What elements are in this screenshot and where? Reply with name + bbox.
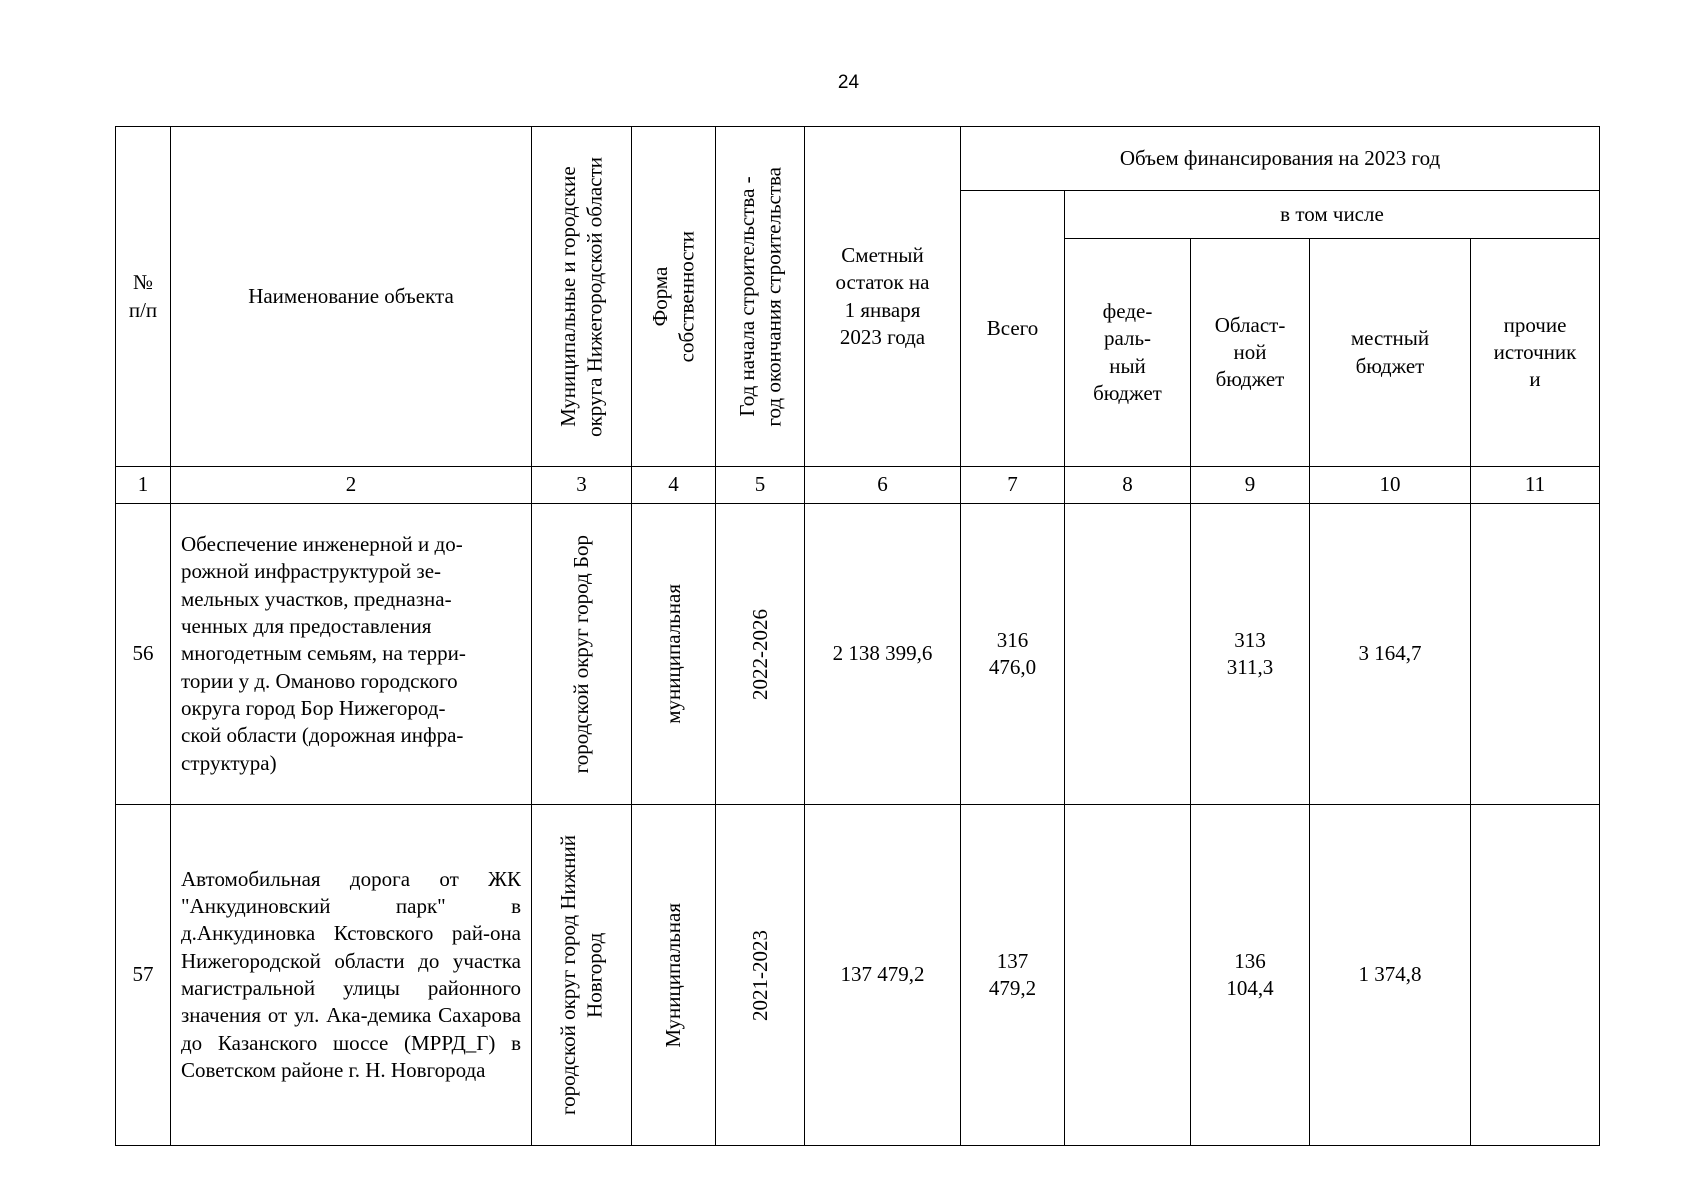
financing-table [115, 126, 1600, 1146]
row-municipal: городской округ город Нижний Новгород [556, 835, 607, 1115]
header-local-cell [1310, 239, 1471, 467]
row-municipal-cell [532, 504, 632, 805]
header-years-cell [716, 127, 805, 467]
header-including-cell [1065, 191, 1600, 239]
header-regional-cell [1191, 239, 1310, 467]
column-number: 1 [116, 467, 171, 504]
row-years-cell [716, 504, 805, 805]
header-municipal-cell [532, 127, 632, 467]
header-municipal: Муниципальные и городские округа Нижегородской области [556, 156, 607, 437]
header-name: Наименование объекта [248, 283, 454, 308]
header-regional: Област- ной бюджет [1214, 312, 1286, 392]
row-regional: 313 311,3 [1191, 504, 1310, 805]
header-local: местный бюджет [1350, 326, 1430, 378]
column-number: 9 [1191, 467, 1310, 504]
row-ownership-cell [632, 504, 716, 805]
header-estimate: Сметный остаток на 1 января 2023 года [835, 242, 930, 349]
column-number: 6 [805, 467, 961, 504]
header-ownership: Форма собственности [648, 230, 699, 363]
row-ownership: Муниципальная [661, 902, 686, 1048]
row-estimate: 137 479,2 [805, 805, 961, 1146]
header-name-cell [171, 127, 532, 467]
header-including: в том числе [1280, 201, 1384, 226]
row-estimate: 2 138 399,6 [805, 504, 961, 805]
header-total-cell [961, 191, 1065, 467]
column-number: 11 [1471, 467, 1600, 504]
row-local: 3 164,7 [1310, 504, 1471, 805]
header-estimate-cell [805, 127, 961, 467]
header-total: Всего [986, 315, 1039, 340]
row-regional: 136 104,4 [1191, 805, 1310, 1146]
header-num-cell [116, 127, 171, 467]
row-municipal: городской округ город Бор [569, 534, 594, 774]
column-number-row [116, 467, 1600, 504]
row-ownership: муниципальная [661, 584, 686, 724]
row-num: 57 [116, 805, 171, 1146]
row-other [1471, 805, 1600, 1146]
header-federal: феде- раль- ный бюджет [1093, 298, 1162, 405]
header-funding-group-cell [961, 127, 1600, 191]
row-name-cell [171, 504, 532, 805]
row-ownership-cell [632, 805, 716, 1146]
row-years: 2022-2026 [747, 608, 772, 700]
row-name: Обеспечение инженерной и до- рожной инфраструктурой зе- мельных участков, предназна- ченных для предоставления многодетным семьям, на терри- тории у д. Оманово городского округа город Бор Нижегород- ской области (дорожная инфра- структура) [181, 532, 466, 775]
column-number: 7 [961, 467, 1065, 504]
column-number: 2 [171, 467, 532, 504]
header-other: прочие источник и [1493, 312, 1577, 392]
header-num: № п/п [128, 270, 158, 322]
row-total: 316 476,0 [961, 504, 1065, 805]
header-row-1 [116, 127, 1600, 191]
row-name-cell [171, 805, 532, 1146]
table-row [116, 504, 1600, 805]
header-years: Год начала строительства - год окончания строительства [734, 166, 785, 427]
row-municipal-cell [532, 805, 632, 1146]
column-number: 5 [716, 467, 805, 504]
row-local: 1 374,8 [1310, 805, 1471, 1146]
row-total: 137 479,2 [961, 805, 1065, 1146]
row-years: 2021-2023 [747, 929, 772, 1021]
row-other [1471, 504, 1600, 805]
row-years-cell [716, 805, 805, 1146]
page-number: 24 [837, 72, 860, 93]
row-name: Автомобильная дорога от ЖК "Анкудиновский парк" в д.Анкудиновка Кстовского рай-она Нижегородской области до участка магистральной улицы районного значения от ул. Ака-демика Сахарова до Казанского шоссе (МРРД_Г) в Советском районе г. Н. Новгорода [181, 866, 521, 1082]
column-number: 3 [532, 467, 632, 504]
header-federal-cell [1065, 239, 1191, 467]
header-ownership-cell [632, 127, 716, 467]
row-num: 56 [116, 504, 171, 805]
column-number: 8 [1065, 467, 1191, 504]
header-funding-group: Объем финансирования на 2023 год [1119, 145, 1441, 170]
header-other-cell [1471, 239, 1600, 467]
row-federal [1065, 805, 1191, 1146]
table-row [116, 805, 1600, 1146]
column-number: 4 [632, 467, 716, 504]
row-federal [1065, 504, 1191, 805]
column-number: 10 [1310, 467, 1471, 504]
